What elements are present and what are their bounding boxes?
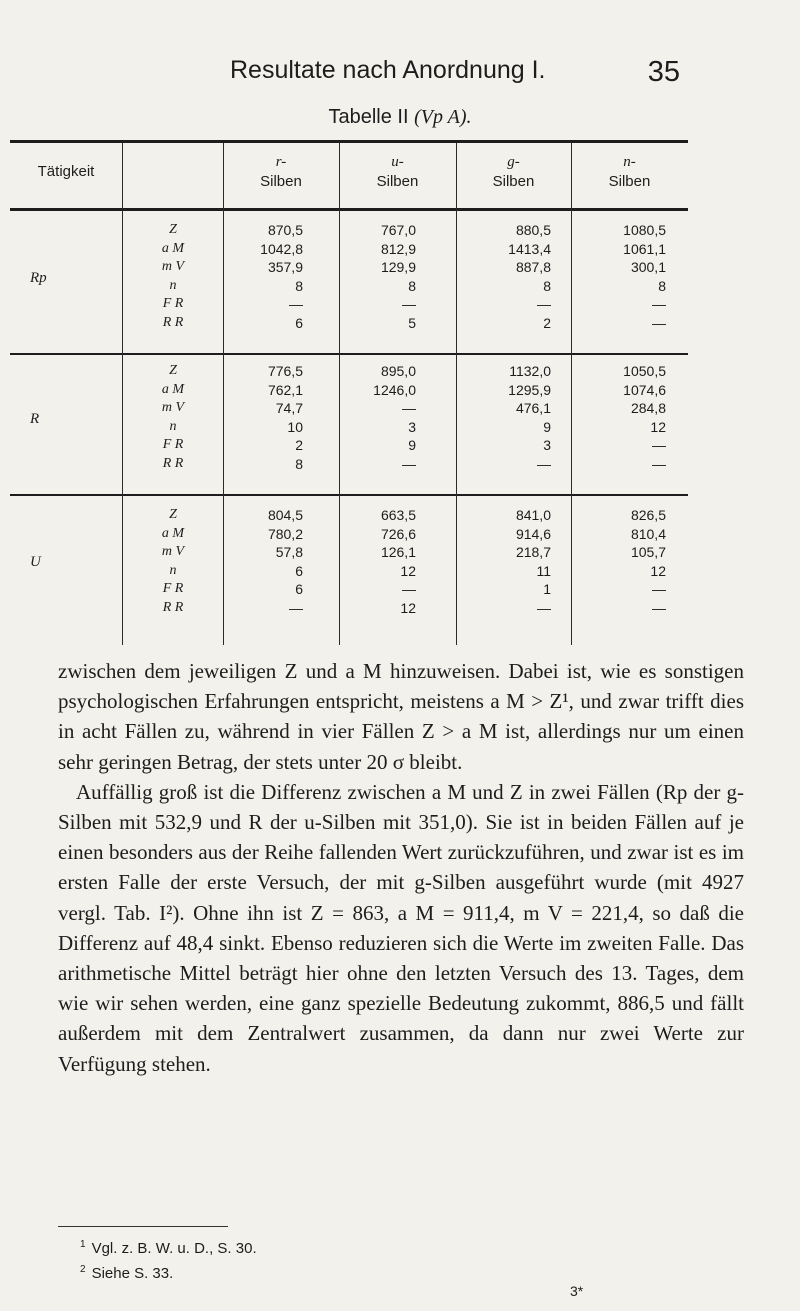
group-rule-2 xyxy=(10,494,688,496)
page-header xyxy=(80,56,680,86)
footnote-rule xyxy=(58,1226,228,1227)
body-text xyxy=(58,656,744,1079)
group-rule-1 xyxy=(10,353,688,355)
results-table xyxy=(10,140,790,645)
footnote-2: $^2$ Siehe S. 33. xyxy=(80,1264,174,1282)
cell-column: 1050,5 1074,6 284,8 12 — — xyxy=(623,363,666,472)
header-rule xyxy=(10,208,688,211)
cell-column: 826,5 810,4 105,7 12 — — xyxy=(630,507,666,616)
paragraph-2: Auffällig groß ist die Differenz zwischen a M und Z in zwei Fällen (Rp der g-Silben mit 532,9 und R der u-Silben mit 351,0). Sie ist in beiden Fällen auf je einen besonders aus der Reihe fallenden Wert zurückzuführen, und zwar ist es im ersten Falle der erste Versuch, der mit g-Silben ausgeführt wurde (mit 4927 vergl. Tab. I²). Ohne ihn ist Z = 863, a M = 911,4, m V = 221,4, so daß die Differenz auf 48,4 sinkt. Ebenso reduzieren sich die Werte im zweiten Falle. Das arithmetische Mittel beträgt hier ohne den letzten Versuch des 13. Tages, dem wie wir sehen werden, eine ganz spezielle Bedeutung zukommt, 886,5 und fällt außerdem mit dem Zentralwert zusammen, da dann nur zwei Werte zur Verfügung stehen. xyxy=(58,779,744,1076)
cell-column: 1080,5 1061,1 300,1 8 — — xyxy=(623,222,666,331)
printer-signature: 3* xyxy=(570,1283,584,1299)
page-number: 35 xyxy=(647,56,680,88)
footnotes xyxy=(80,1234,257,1284)
cell-column: 841,0 914,6 218,7 11 1 — xyxy=(515,507,551,616)
table-label: Tabelle II xyxy=(328,106,409,128)
cell-column: 1132,0 1295,9 476,1 9 3 — xyxy=(508,363,551,472)
row-labels: Z a M m V n F R R R xyxy=(161,363,185,471)
footnote-1: $^1$ Vgl. z. B. W. u. D., S. 30. xyxy=(80,1239,257,1257)
cell-column: 767,0 812,9 129,9 8 — 5 xyxy=(380,222,416,331)
header-g-silben: g- Silben xyxy=(492,154,535,190)
running-title: Resultate nach Anordnung I. xyxy=(230,56,546,84)
table-top-rule xyxy=(10,140,688,143)
column-divider xyxy=(122,143,123,645)
cell-column: 804,5 780,2 57,8 6 6 — xyxy=(267,507,303,616)
table-caption xyxy=(0,106,800,129)
group-label-r: R xyxy=(30,411,40,427)
header-n-silben: n- Silben xyxy=(608,154,651,190)
header-taetigkeit: Tätigkeit xyxy=(37,163,95,180)
cell-column: 776,5 762,1 74,7 10 2 8 xyxy=(267,363,303,472)
row-labels: Z a M m V n F R R R xyxy=(161,507,185,615)
cell-column: 870,5 1042,8 357,9 8 — 6 xyxy=(260,222,303,331)
header-r-silben: r- Silben xyxy=(260,154,302,190)
row-labels: Z a M m V n F R R R xyxy=(161,222,185,330)
header-u-silben: u- Silben xyxy=(376,154,419,190)
table-subtitle: (Vp A). xyxy=(414,106,472,128)
cell-column: 895,0 1246,0 — 3 9 — xyxy=(373,363,416,472)
group-label-u: U xyxy=(30,554,41,570)
group-label-rp: Rp xyxy=(30,270,47,286)
paragraph-1: zwischen dem jeweiligen Z und a M hinzuweisen. Dabei ist, wie es sonstigen psychologischen Erfahrungen entspricht, meistens a M > Z¹, und zwar trifft dies in acht Fällen zu, während in vier Fällen Z > a M ist, allerdings nur um einen sehr geringen Betrag, der stets unter 20 σ bleibt. xyxy=(58,659,744,774)
cell-column: 663,5 726,6 126,1 12 — 12 xyxy=(380,507,416,616)
cell-column: 880,5 1413,4 887,8 8 — 2 xyxy=(508,222,551,331)
